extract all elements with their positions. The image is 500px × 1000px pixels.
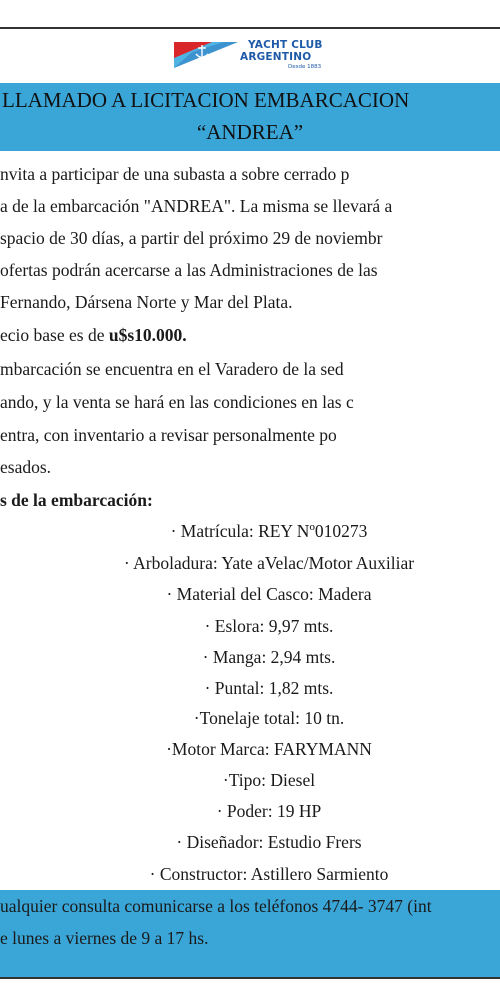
spec-item: · Eslora: 9,97 mts. [204, 616, 334, 636]
body-line: Fernando, Dársena Norte y Mar del Plata. [0, 292, 293, 312]
contact-line: ualquier consulta comunicarse a los teléfonos 4744- 3747 (int [0, 896, 432, 916]
body-line: a de la embarcación "ANDREA". La misma se llevará a [0, 196, 393, 216]
body-line: spacio de 30 días, a partir del próximo 29 de noviembr [0, 228, 383, 248]
club-logo [172, 38, 342, 74]
top-divider [0, 27, 500, 29]
specs-heading: s de la embarcación: [0, 490, 153, 510]
price-value: u$s10.000. [108, 325, 187, 345]
bottom-divider [0, 977, 500, 979]
body-line: ofertas podrán acercarse a las Administraciones de las [0, 260, 378, 280]
logo-since: Desde 1883 [288, 64, 322, 70]
price-prefix: ecio base es de [0, 325, 109, 345]
page-title: LLAMADO A LICITACION EMBARCACION [2, 88, 410, 112]
spec-item: · Manga: 2,94 mts. [202, 647, 336, 667]
body-line: mbarcación se encuentra en el Varadero de la sed [0, 359, 344, 379]
body-line: nvita a participar de una subasta a sobre cerrado p [0, 164, 350, 184]
spec-item: · Material del Casco: Madera [166, 584, 372, 604]
spec-item: ·Motor Marca: FARYMANN [166, 739, 372, 759]
logo-text-line2: ARGENTINO [240, 51, 312, 63]
body-line: ando, y la venta se hará en las condiciones en las c [0, 392, 354, 412]
spec-item: · Constructor: Astillero Sarmiento [149, 864, 389, 884]
contact-hours: e lunes a viernes de 9 a 17 hs. [0, 928, 209, 948]
body-line: entra, con inventario a revisar personalmente po [0, 425, 337, 445]
pennant-anchor-icon [172, 38, 242, 72]
spec-item: · Matrícula: REY Nº010273 [170, 521, 368, 541]
page-subtitle: “ANDREA” [196, 120, 304, 144]
spec-item: · Arboladura: Yate aVelac/Motor Auxiliar [123, 553, 415, 573]
spec-item: ·Tonelaje total: 10 tn. [193, 708, 345, 728]
spec-item: ·Tipo: Diesel [222, 770, 316, 790]
body-line: esados. [0, 457, 52, 477]
spec-item: · Diseñador: Estudio Frers [176, 832, 362, 852]
logo-text-line1: YACHT CLUB [248, 39, 323, 51]
spec-item: · Puntal: 1,82 mts. [204, 678, 334, 698]
spec-item: · Poder: 19 HP [216, 801, 322, 821]
price-line [0, 325, 187, 345]
